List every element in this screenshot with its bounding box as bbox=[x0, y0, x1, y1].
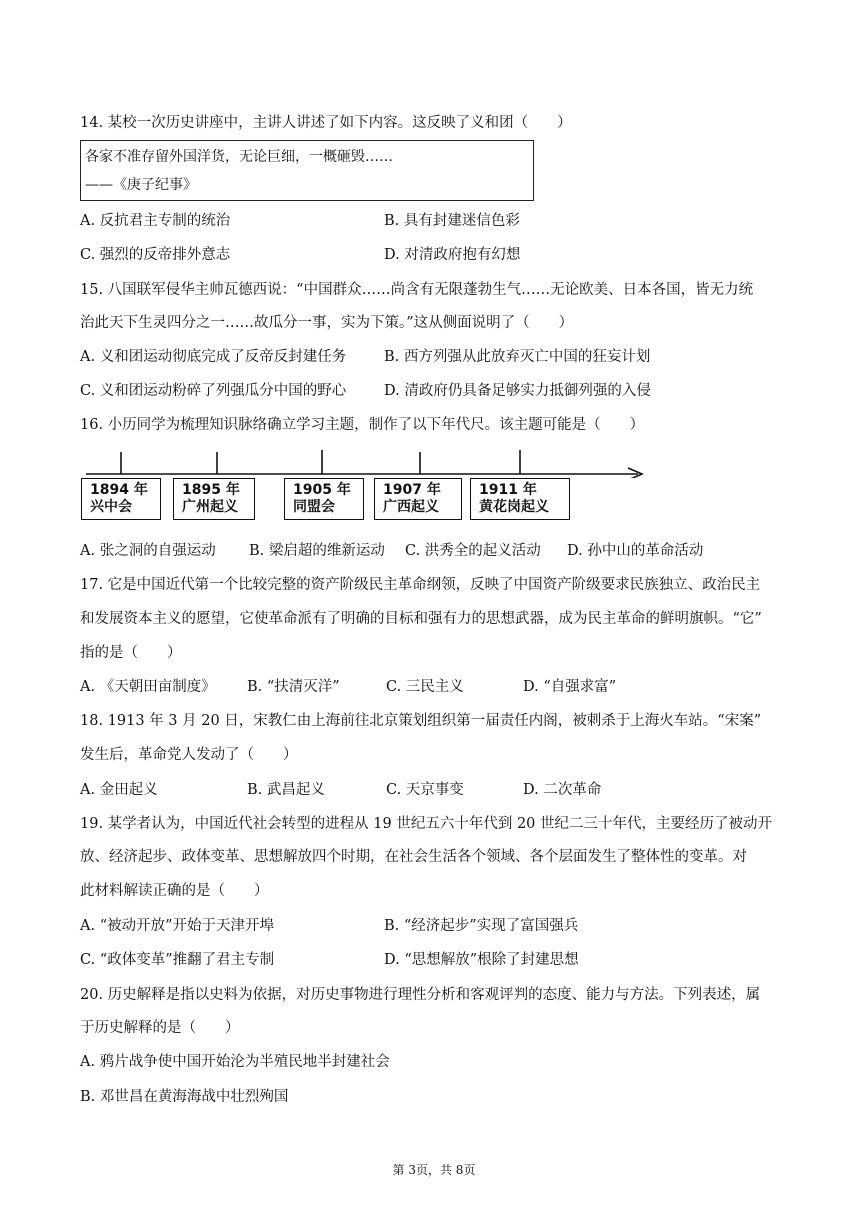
timeline-year: 1905 年 bbox=[293, 482, 351, 498]
q15-option-c: C. 义和团运动粉碎了列强瓜分中国的野心 bbox=[80, 383, 347, 399]
q18-stem-line2: 发生后，革命党人发动了（ ） bbox=[80, 747, 298, 763]
q14-option-d: D. 对清政府抱有幻想 bbox=[384, 247, 521, 263]
q15-stem-line2: 治此天下生灵四分之一……故瓜分一事，实为下策。”这从侧面说明了（ ） bbox=[80, 315, 574, 331]
q16-option-b: B. 梁启超的维新运动 bbox=[249, 543, 385, 559]
timeline-arrow-icon bbox=[628, 468, 642, 478]
q17-option-d: D. “自强求富” bbox=[523, 679, 617, 695]
timeline-event: 同盟会 bbox=[293, 499, 335, 515]
q16-option-d: D. 孙中山的革命活动 bbox=[567, 543, 704, 559]
q17-option-b: B. “扶清灭洋” bbox=[247, 679, 340, 695]
q18-option-c: C. 天京事变 bbox=[386, 782, 464, 798]
q18-option-d: D. 二次革命 bbox=[523, 782, 602, 798]
q14-quote-source: ——《庚子纪事》 bbox=[85, 177, 197, 193]
q20-option-b: B. 邓世昌在黄海海战中壮烈殉国 bbox=[80, 1089, 289, 1105]
timeline-year: 1895 年 bbox=[182, 482, 240, 498]
timeline-event: 广西起义 bbox=[383, 499, 439, 515]
q16-option-c: C. 洪秀全的起义活动 bbox=[405, 543, 541, 559]
timeline-year: 1907 年 bbox=[383, 482, 441, 498]
q14-option-c: C. 强烈的反帝排外意志 bbox=[80, 247, 231, 263]
q17-stem-line3: 指的是（ ） bbox=[80, 645, 182, 661]
q14-quote-text: 各家不准存留外国洋货，无论巨细，一概砸毁…… bbox=[85, 149, 393, 165]
q19-stem-line2: 放、经济起步、政体变革、思想解放四个时期，在社会生活各个领域、各个层面发生了整体性的变革。对 bbox=[80, 849, 747, 865]
timeline-event: 黄花岗起义 bbox=[479, 499, 549, 515]
q17-stem-line2: 和发展资本主义的愿望，它使革命派有了明确的目标和强有力的思想武器，成为民主革命的鲜明旗帜。“它” bbox=[80, 611, 762, 627]
q14-option-b: B. 具有封建迷信色彩 bbox=[384, 213, 520, 229]
q17-option-c: C. 三民主义 bbox=[386, 679, 464, 695]
q19-stem-line1: 19. 某学者认为，中国近代社会转型的进程从 19 世纪五六十年代到 20 世纪二三十年代，主要经历了被动开 bbox=[80, 816, 773, 832]
timeline-year: 1894 年 bbox=[90, 482, 148, 498]
q16-stem: 16. 小历同学为梳理知识脉络确立学习主题，制作了以下年代尺。该主题可能是（ ） bbox=[80, 417, 645, 433]
timeline-box-1911 bbox=[470, 478, 570, 520]
timeline-box-1907 bbox=[374, 478, 462, 520]
timeline-event: 广州起义 bbox=[182, 499, 238, 515]
timeline-ruler bbox=[80, 448, 650, 528]
q14-stem: 14. 某校一次历史讲座中，主讲人讲述了如下内容。这反映了义和团（ ） bbox=[80, 115, 572, 131]
q15-stem-line1: 15. 八国联军侵华主帅瓦德西说：“中国群众……尚含有无限蓬勃生气……无论欧美、日本各国，皆无力统 bbox=[80, 282, 754, 298]
q15-option-b: B. 西方列强从此放弃灭亡中国的狂妄计划 bbox=[384, 349, 651, 365]
q18-stem-line1: 18. 1913 年 3 月 20 日，宋教仁由上海前往北京策划组织第一届责任内阁，被刺杀于上海火车站。“宋案” bbox=[80, 713, 762, 729]
q20-option-a: A. 鸦片战争使中国开始沦为半殖民地半封建社会 bbox=[80, 1054, 390, 1070]
q18-option-b: B. 武昌起义 bbox=[247, 782, 325, 798]
q20-stem-line2: 于历史解释的是（ ） bbox=[80, 1020, 240, 1036]
q20-stem-line1: 20. 历史解释是指以史料为依据，对历史事物进行理性分析和客观评判的态度、能力与方法。下列表述，属 bbox=[80, 987, 761, 1003]
q14-option-a: A. 反抗君主专制的统治 bbox=[80, 213, 231, 229]
q15-option-d: D. 清政府仍具备足够实力抵御列强的入侵 bbox=[384, 383, 651, 399]
q17-stem-line1: 17. 它是中国近代第一个比较完整的资产阶级民主革命纲领，反映了中国资产阶级要求民族独立、政治民主 bbox=[80, 577, 761, 593]
timeline-box-1905 bbox=[284, 478, 364, 520]
timeline-year: 1911 年 bbox=[479, 482, 537, 498]
q19-option-a: A. “被动开放”开始于天津开埠 bbox=[80, 918, 275, 934]
q16-option-a: A. 张之洞的自强运动 bbox=[80, 543, 216, 559]
q18-option-a: A. 金田起义 bbox=[80, 782, 158, 798]
timeline-box-1894 bbox=[81, 478, 161, 520]
timeline-box-1895 bbox=[173, 478, 255, 520]
page-footer: 第 3页，共 8页 bbox=[392, 1163, 476, 1177]
q17-option-a: A. 《天朝田亩制度》 bbox=[80, 679, 216, 695]
q19-stem-line3: 此材料解读正确的是（ ） bbox=[80, 883, 269, 899]
q19-option-b: B. “经济起步”实现了富国强兵 bbox=[384, 918, 579, 934]
q15-option-a: A. 义和团运动彻底完成了反帝反封建任务 bbox=[80, 349, 347, 365]
q19-option-d: D. “思想解放”根除了封建思想 bbox=[384, 952, 579, 968]
q14-quote-box bbox=[80, 140, 534, 201]
q19-option-c: C. “政体变革”推翻了君主专制 bbox=[80, 952, 275, 968]
timeline-event: 兴中会 bbox=[90, 499, 132, 515]
timeline-axis bbox=[80, 448, 650, 478]
